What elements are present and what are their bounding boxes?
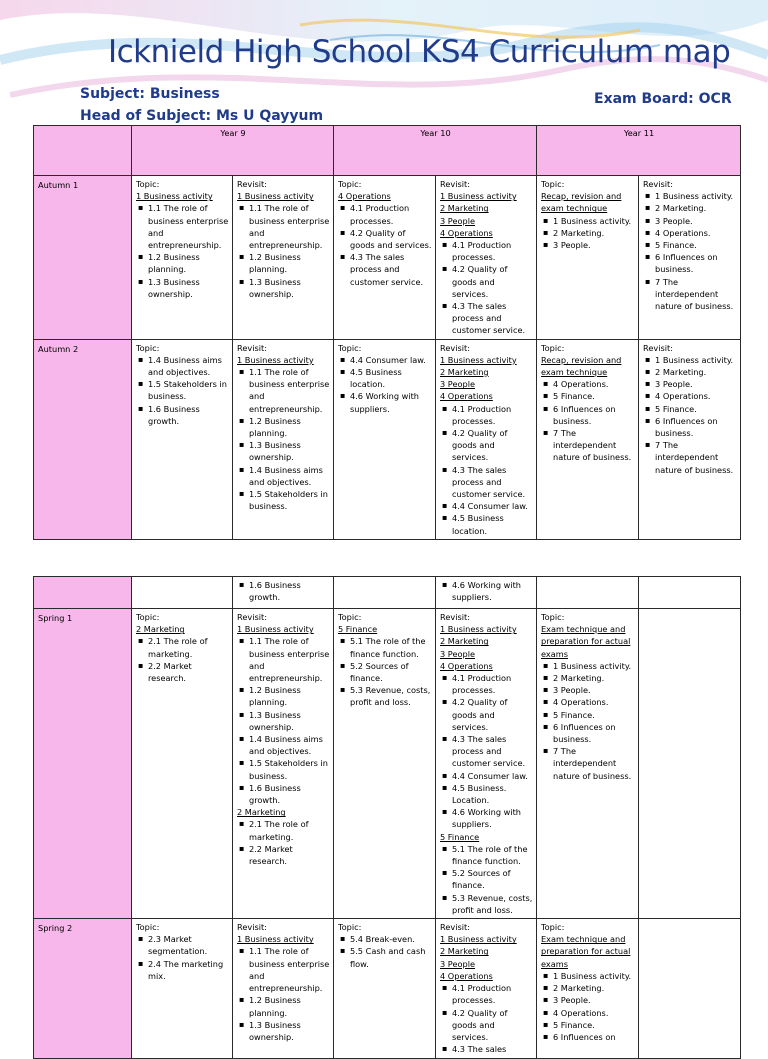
cell-bullet-item: ▪ 4.2 Quality of goods and services. [350,227,432,251]
cell-bullet-item: ▪ 5.1 The role of the finance function. [452,843,533,867]
curriculum-cell [132,919,233,1059]
cell-heading: 1 Business activity [237,624,314,635]
cell-label: Revisit: [237,922,267,933]
year-header-11: Year 11 [537,126,741,176]
cell-bullet-item: ▪ 3 People. [655,378,737,390]
cell-label: Topic: [541,922,565,933]
cell-bullet-item: ▪ 4 Operations. [553,378,635,390]
cell-heading: 3 People [440,379,476,390]
cell-label: Topic: [136,342,160,353]
curriculum-cell [436,577,537,609]
cell-heading: 2 Marketing [136,624,185,635]
curriculum-cell [537,609,639,919]
cell-label: Topic: [338,179,362,189]
cell-bullet-list [136,354,229,427]
cell-heading: 2 Marketing [440,636,489,647]
cell-label: Topic: [541,342,565,353]
cell-bullet-item: ▪ 1.6 Business growth. [148,403,229,427]
curriculum-table-2 [33,576,741,1059]
cell-bullet-item: ▪ 1.6 Business growth. [249,782,330,806]
cell-bullet-item: ▪ 1.1 The role of business enterprise and entrepreneurship. [148,202,229,251]
cell-bullet-item: ▪ 7 The interdependent nature of business. [655,439,737,476]
cell-bullet-item: ▪ 2.2 Market research. [249,843,330,867]
cell-bullet-item: ▪ 4.4 Consumer law. [452,500,533,512]
cell-bullet-list [541,970,635,1043]
cell-heading: Recap, revision and exam technique [541,191,622,214]
cell-bullet-list [237,579,330,603]
cell-bullet-item: ▪ 4.3 The sales process and customer service. [452,300,533,337]
curriculum-cell [639,577,741,609]
exam-board-label: Exam Board: OCR [594,91,732,107]
cell-heading: 4 Operations [440,660,493,671]
cell-label: Revisit: [440,922,470,933]
cell-bullet-item: ▪ 1.4 Business aims and objectives. [249,464,330,488]
cell-bullet-item: ▪ 7 The interdependent nature of business. [553,745,635,782]
year-header-10: Year 10 [334,126,537,176]
curriculum-cell [233,919,334,1059]
cell-label: Revisit: [237,612,267,622]
cell-bullet-item: ▪ 2 Marketing. [553,672,635,684]
cell-label: Topic: [136,612,160,622]
cell-bullet-item: ▪ 1.5 Stakeholders in business. [249,488,330,512]
curriculum-cell [639,919,741,1059]
cell-bullet-item: ▪ 3 People. [553,684,635,696]
cell-bullet-item: ▪ 1.2 Business planning. [249,684,330,708]
cell-bullet-item: ▪ 5.2 Sources of finance. [350,660,432,684]
cell-bullet-list [440,403,533,537]
cell-bullet-item: ▪ 4 Operations. [553,696,635,708]
cell-bullet-item: ▪ 1.5 Stakeholders in business. [148,378,229,402]
cell-heading: 5 Finance [440,831,480,842]
term-label: Spring 2 [34,919,132,1059]
cell-bullet-item: ▪ 4.1 Production processes. [452,403,533,427]
curriculum-cell [233,176,334,340]
term-row [34,339,741,539]
cell-bullet-item: ▪ 4.2 Quality of goods and services. [452,427,533,464]
cell-bullet-item: ▪ 4.6 Working with suppliers. [452,806,533,830]
cell-bullet-list [440,672,533,831]
cell-bullet-item: ▪ 4 Operations. [655,390,737,402]
cell-bullet-item: ▪ 2 Marketing. [655,366,737,378]
cell-label: Topic: [541,612,565,622]
cell-bullet-list [338,635,432,708]
cell-heading: 4 Operations [440,227,493,238]
cell-label: Revisit: [440,179,470,189]
curriculum-cell [537,339,639,539]
cell-bullet-item: ▪ 1.2 Business planning. [249,415,330,439]
cell-label: Topic: [338,342,362,353]
cell-heading: 1 Business activity [440,354,517,365]
curriculum-cell [132,176,233,340]
curriculum-cell [436,609,537,919]
cell-bullet-item: ▪ 2.1 The role of marketing. [249,818,330,842]
cell-bullet-item: ▪ 4.3 The sales process and customer service. [452,733,533,770]
cell-bullet-item: ▪ 5.2 Sources of finance. [452,867,533,891]
curriculum-table-1 [33,125,741,540]
cell-bullet-list [541,660,635,782]
cell-bullet-item: ▪ 3 People. [553,994,635,1006]
cell-bullet-item: ▪ 1.3 Business ownership. [249,276,330,300]
cell-bullet-list [643,190,737,312]
cell-bullet-item: ▪ 4.3 The sales [452,1043,533,1055]
cell-bullet-item: ▪ 4.5 Business location. [452,512,533,536]
cell-bullet-item: ▪ 2 Marketing. [655,202,737,214]
cell-label: Revisit: [643,179,674,189]
cell-bullet-item: ▪ 5.3 Revenue, costs, profit and loss. [452,892,533,916]
cell-heading: 4 Operations [440,391,493,402]
cell-bullet-item: ▪ 4.1 Production processes. [350,202,432,226]
cell-bullet-item: ▪ 4.6 Working with suppliers. [452,579,533,603]
cell-bullet-item: ▪ 1.2 Business planning. [249,251,330,275]
cell-bullet-item: ▪ 5.5 Cash and cash flow. [350,945,432,969]
cell-heading: Recap, revision and exam technique [541,354,622,378]
cell-bullet-item: ▪ 1.3 Business ownership. [249,709,330,733]
cell-bullet-list [541,215,635,252]
cell-bullet-item: ▪ 1.2 Business planning. [249,994,330,1018]
cell-bullet-item: ▪ 5 Finance. [553,1019,635,1031]
cell-bullet-item: ▪ 1.4 Business aims and objectives. [249,733,330,757]
cell-bullet-item: ▪ 3 People. [553,239,635,251]
curriculum-cell [436,339,537,539]
term-row [34,609,741,919]
cell-bullet-item: ▪ 1.1 The role of business enterprise and entrepreneurship. [249,366,330,415]
curriculum-cell [537,919,639,1059]
cell-bullet-item: ▪ 1 Business activity. [553,970,635,982]
cell-bullet-item: ▪ 5 Finance. [553,390,635,402]
curriculum-cell [334,919,436,1059]
curriculum-cell [639,176,741,340]
cell-bullet-item: ▪ 1 Business activity. [553,660,635,672]
cell-heading: 2 Marketing [440,946,489,957]
cell-bullet-item: ▪ 7 The interdependent nature of business. [655,276,737,313]
cell-bullet-list [338,202,432,287]
cell-heading: 4 Operations [338,191,391,202]
cell-bullet-item: ▪ 4.3 The sales process and customer service. [350,251,432,288]
cell-bullet-list [237,635,330,806]
cell-heading: 1 Business activity [237,354,314,365]
curriculum-cell [436,176,537,340]
cell-label: Topic: [136,179,160,189]
cell-label: Revisit: [440,612,470,622]
cell-bullet-list [237,818,330,867]
cell-heading: Exam technique and preparation for actual exams [541,934,631,969]
cell-bullet-item: ▪ 1 Business activity. [553,215,635,227]
cell-bullet-item: ▪ 2.1 The role of marketing. [148,635,229,659]
curriculum-cell [132,339,233,539]
cell-heading: 3 People [440,648,476,659]
cell-bullet-item: ▪ 5 Finance. [553,709,635,721]
cell-bullet-list [440,579,533,603]
cell-heading: 1 Business activity [237,191,314,202]
curriculum-cell [334,577,436,609]
curriculum-cell [334,176,436,340]
cell-bullet-list [136,635,229,684]
cell-bullet-item: ▪ 2.2 Market research. [148,660,229,684]
curriculum-cell [233,339,334,539]
term-label: Autumn 1 [34,176,132,340]
cell-bullet-item: ▪ 4.2 Quality of goods and services. [452,1007,533,1044]
curriculum-cell [132,577,233,609]
term-row [34,176,741,340]
cell-bullet-item: ▪ 5.4 Break-even. [350,933,432,945]
cell-bullet-list [136,202,229,300]
cell-label: Topic: [338,922,362,933]
cell-heading: 2 Marketing [440,203,489,214]
cell-bullet-item: ▪ 4.5 Business. Location. [452,782,533,806]
cell-bullet-item: ▪ 2 Marketing. [553,982,635,994]
cell-heading: 2 Marketing [237,807,286,818]
curriculum-cell [537,176,639,340]
cell-bullet-item: ▪ 6 Influences on business. [655,251,737,275]
cell-label: Revisit: [237,179,267,189]
curriculum-cell [639,339,741,539]
cell-bullet-item: ▪ 7 The interdependent nature of business. [553,427,635,464]
cell-bullet-item: ▪ 1.1 The role of business enterprise and entrepreneurship. [249,635,330,684]
cell-label: Revisit: [237,342,267,353]
cell-label: Topic: [541,179,565,189]
cell-label: Revisit: [440,342,470,353]
term-label [34,577,132,609]
cell-bullet-list [338,933,432,970]
cell-bullet-item: ▪ 4.1 Production processes. [452,672,533,696]
cell-bullet-item: ▪ 4 Operations. [655,227,737,239]
cell-label: Topic: [136,922,160,933]
cell-bullet-item: ▪ 1 Business activity. [655,190,737,202]
cell-bullet-item: ▪ 4.4 Consumer law. [350,354,432,366]
cell-bullet-item: ▪ 4.3 The sales process and customer service. [452,464,533,501]
page-title: Icknield High School KS4 Curriculum map [108,34,731,70]
cell-bullet-list [440,982,533,1055]
cell-bullet-list [237,202,330,300]
cell-bullet-item: ▪ 4.6 Working with suppliers. [350,390,432,414]
cell-bullet-item: ▪ 1.4 Business aims and objectives. [148,354,229,378]
cell-bullet-item: ▪ 4.5 Business location. [350,366,432,390]
term-row [34,577,741,609]
curriculum-cell [132,609,233,919]
cell-bullet-item: ▪ 4.2 Quality of goods and services. [452,696,533,733]
cell-bullet-item: ▪ 5.3 Revenue, costs, profit and loss. [350,684,432,708]
cell-heading: 2 Marketing [440,367,489,378]
cell-bullet-item: ▪ 1.2 Business planning. [148,251,229,275]
curriculum-cell [233,577,334,609]
cell-bullet-item: ▪ 1.3 Business ownership. [249,439,330,463]
cell-bullet-list [237,945,330,1043]
cell-bullet-item: ▪ 2 Marketing. [553,227,635,239]
cell-label: Revisit: [643,342,674,353]
year-header-9: Year 9 [132,126,334,176]
cell-bullet-item: ▪ 5 Finance. [655,239,737,251]
cell-heading: Exam technique and preparation for actual exams [541,624,631,659]
cell-bullet-item: ▪ 2.4 The marketing mix. [148,958,229,982]
cell-bullet-item: ▪ 4.2 Quality of goods and services. [452,263,533,300]
cell-bullet-list [541,378,635,463]
cell-bullet-item: ▪ 1 Business activity. [655,354,737,366]
cell-label: Topic: [338,612,362,622]
curriculum-cell [537,577,639,609]
cell-bullet-list [440,239,533,337]
cell-bullet-list [643,354,737,476]
cell-heading: 3 People [440,215,476,226]
cell-heading: 1 Business activity [440,191,517,202]
cell-heading: 1 Business activity [440,624,517,635]
subject-label: Subject: Business [80,86,220,102]
cell-bullet-item: ▪ 1.1 The role of business enterprise and entrepreneurship. [249,202,330,251]
corner-cell [34,126,132,176]
cell-bullet-item: ▪ 4.4 Consumer law. [452,770,533,782]
cell-bullet-item: ▪ 5 Finance. [655,403,737,415]
cell-bullet-item: ▪ 1.3 Business ownership. [249,1019,330,1043]
cell-heading: 3 People [440,958,476,969]
cell-bullet-list [136,933,229,982]
cell-bullet-item: ▪ 4 Operations. [553,1007,635,1019]
curriculum-cell [436,919,537,1059]
cell-bullet-item: ▪ 4.1 Production processes. [452,982,533,1006]
term-label: Spring 1 [34,609,132,919]
head-of-subject-label: Head of Subject: Ms U Qayyum [80,108,324,124]
year-header-row [34,126,741,176]
cell-bullet-item: ▪ 6 Influences on business. [553,403,635,427]
cell-bullet-item: ▪ 3 People. [655,215,737,227]
cell-bullet-list [338,354,432,415]
curriculum-cell [639,609,741,919]
cell-bullet-item: ▪ 6 Influences on business. [553,721,635,745]
cell-bullet-item: ▪ 1.1 The role of business enterprise and entrepreneurship. [249,945,330,994]
cell-bullet-item: ▪ 4.1 Production processes. [452,239,533,263]
curriculum-cell [233,609,334,919]
term-label: Autumn 2 [34,339,132,539]
cell-bullet-list [237,366,330,512]
cell-heading: 1 Business activity [440,934,517,945]
cell-bullet-item: ▪ 1.6 Business growth. [249,579,330,603]
curriculum-cell [334,609,436,919]
curriculum-cell [334,339,436,539]
cell-bullet-item: ▪ 1.3 Business ownership. [148,276,229,300]
cell-bullet-item: ▪ 2.3 Market segmentation. [148,933,229,957]
cell-bullet-list [440,843,533,916]
cell-heading: 5 Finance [338,624,378,635]
cell-bullet-item: ▪ 6 Influences on [553,1031,635,1043]
cell-bullet-item: ▪ 1.5 Stakeholders in business. [249,757,330,781]
cell-heading: 1 Business activity [237,934,314,945]
cell-heading: 4 Operations [440,970,493,981]
cell-bullet-item: ▪ 6 Influences on business. [655,415,737,439]
cell-heading: 1 Business activity [136,191,213,202]
term-row [34,919,741,1059]
cell-bullet-item: ▪ 5.1 The role of the finance function. [350,635,432,659]
